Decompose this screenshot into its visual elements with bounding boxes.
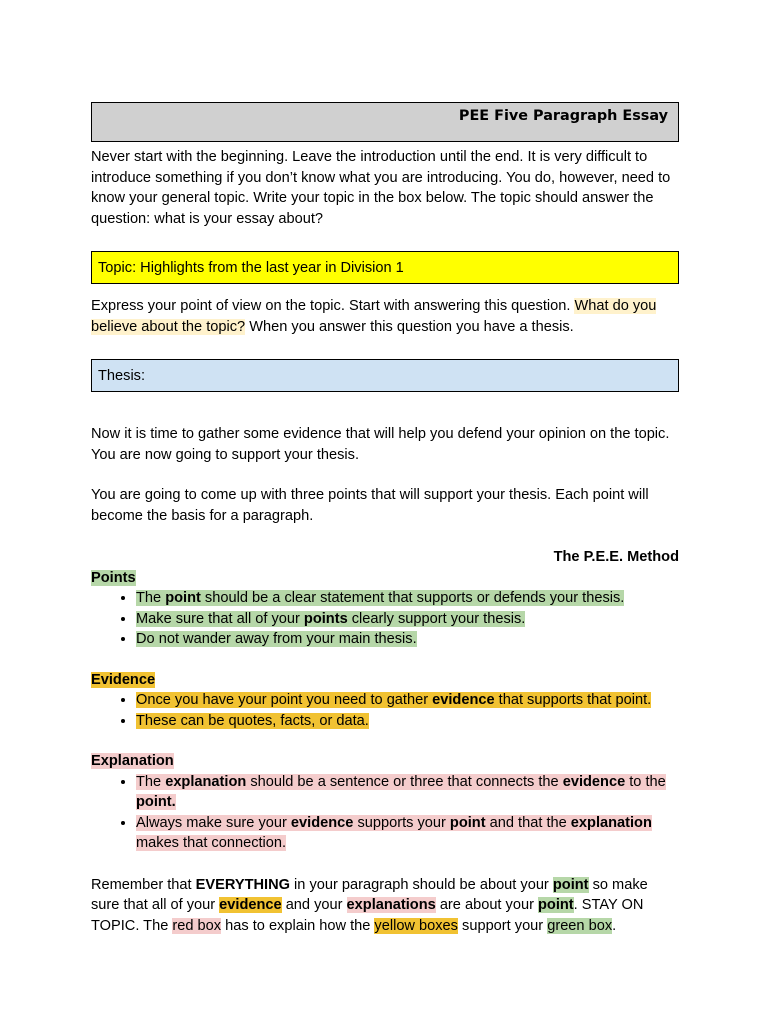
points-heading: Points bbox=[91, 569, 136, 586]
title-box bbox=[91, 102, 679, 142]
pov-text-2: When you answer this question you have a thesis. bbox=[245, 318, 574, 335]
list-item: • Always make sure your evidence supports your point and that the explanation makes that connection. bbox=[136, 813, 679, 854]
list-item: • The explanation should be a sentence or three that connects the evidence to the point. bbox=[136, 772, 679, 813]
pov-text-1: Express your point of view on the topic. Start with answering this question. bbox=[91, 298, 575, 314]
points-section bbox=[91, 568, 679, 650]
list-item: • The point should be a clear statement that supports or defends your thesis. bbox=[136, 588, 679, 609]
evidence-section bbox=[91, 670, 679, 732]
evidence-list bbox=[91, 690, 679, 731]
intro-paragraph: Never start with the beginning. Leave the introduction until the end. It is very difficult to introduce something if you don’t know what you are introducing. You do, however, need to know your general topic. Write your topic in the box below. The topic should answer the question: what is your essay about? bbox=[91, 149, 671, 227]
point-of-view-paragraph bbox=[91, 296, 679, 337]
three-points-paragraph: You are going to come up with three points that will support your thesis. Each point will become the basis for a paragraph. bbox=[91, 487, 649, 524]
list-item: • Do not wander away from your main thesis. bbox=[136, 629, 679, 650]
document-title: PEE Five Paragraph Essay bbox=[458, 108, 668, 124]
list-item: • Make sure that all of your points clearly support your thesis. bbox=[136, 609, 679, 630]
explanation-list bbox=[91, 772, 679, 854]
explanation-section bbox=[91, 751, 679, 854]
thesis-box: Thesis: bbox=[91, 359, 679, 392]
explanation-heading: Explanation bbox=[91, 753, 174, 769]
pov-question-highlight: What do you believe about the topic? bbox=[91, 298, 657, 335]
final-paragraph: Remember that EVERYTHING in your paragraph should be about your point so make sure that all of your evidence and your explanations are about your point. STAY ON TOPIC. The red box has to explain how the yellow boxes support your green box. bbox=[91, 876, 648, 934]
method-heading: The P.E.E. Method bbox=[553, 549, 679, 565]
list-item: • These can be quotes, facts, or data. bbox=[136, 711, 679, 732]
document-page bbox=[91, 102, 679, 936]
gather-paragraph: Now it is time to gather some evidence that will help you defend your opinion on the topic. You are now going to support your thesis. bbox=[91, 426, 670, 463]
topic-box: Topic: Highlights from the last year in Division 1 bbox=[91, 251, 679, 284]
points-list bbox=[91, 588, 679, 650]
list-item: • Once you have your point you need to gather evidence that supports that point. bbox=[136, 690, 679, 711]
evidence-heading: Evidence bbox=[91, 671, 156, 688]
